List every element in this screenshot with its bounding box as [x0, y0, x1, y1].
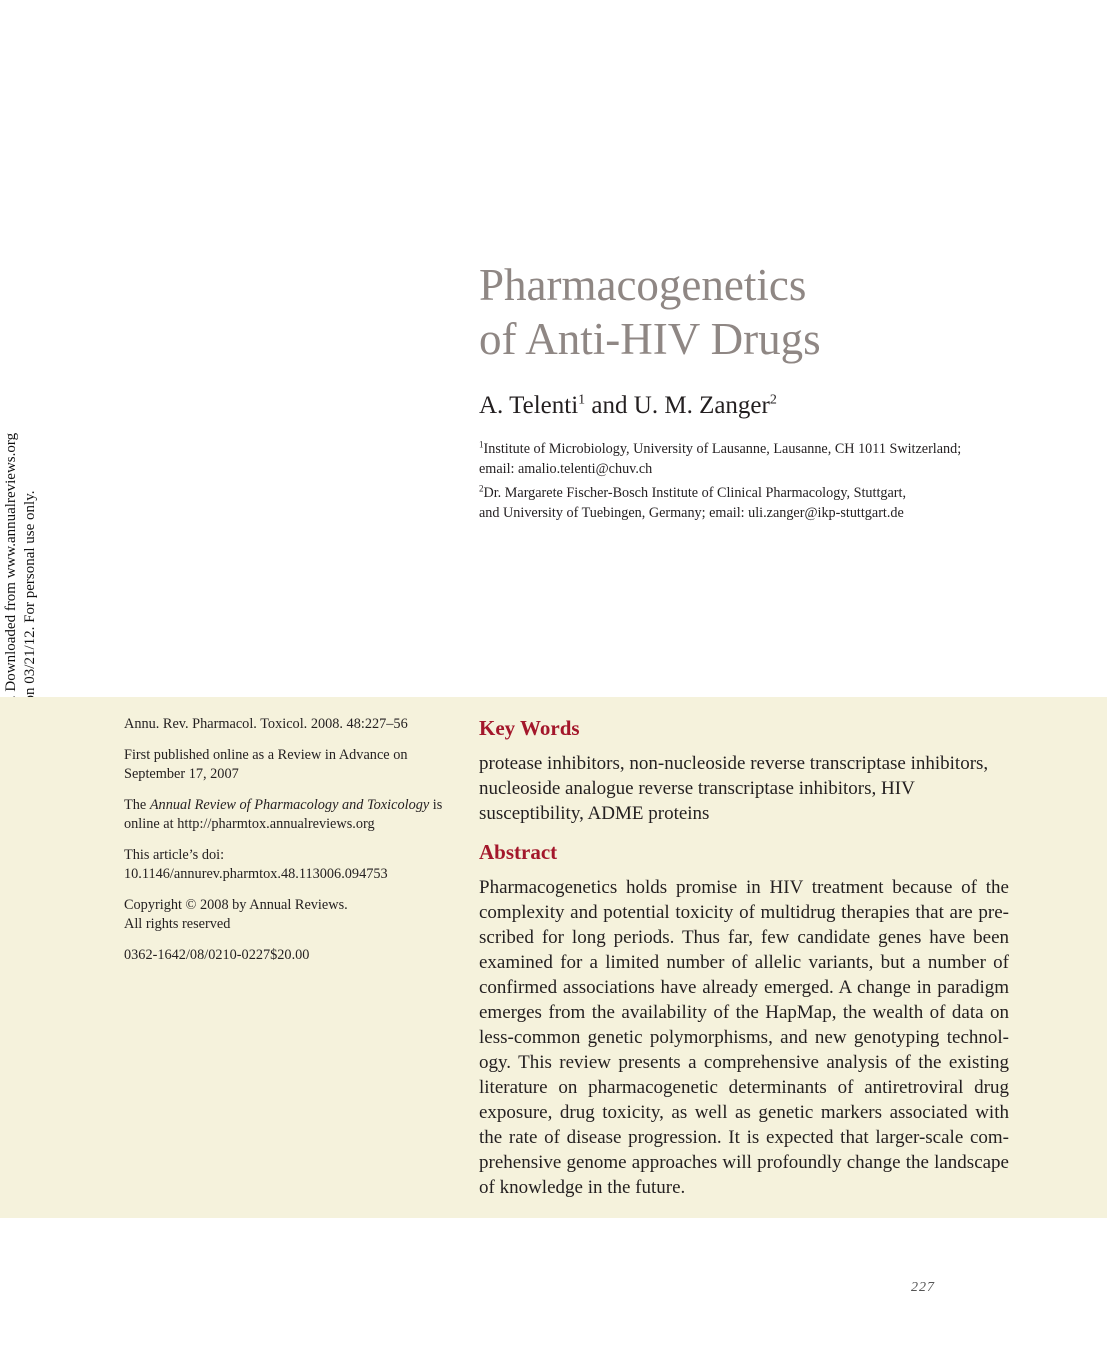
abstract-heading: Abstract	[479, 840, 558, 864]
author-list	[479, 392, 777, 420]
author-name: U. M. Zanger	[633, 392, 770, 419]
copyright-line: Copyright © 2008 by Annual Reviews.	[124, 896, 348, 913]
doi	[124, 846, 444, 885]
affiliation-line: email: amalio.telenti@chuv.ch	[479, 460, 653, 477]
keywords-text: protease inhibitors, non-nucleoside reverse transcriptase inhibitors, nucleoside analogue reverse transcriptase inhibitors, HIV susceptibility, ADME proteins	[479, 753, 989, 824]
title-line1: Pharmacogenetics	[479, 260, 807, 310]
online-suffix: is	[429, 796, 443, 813]
article-title	[479, 258, 1079, 366]
issn: 0362-1642/08/0210-0227$20.00	[124, 946, 310, 963]
affiliation-line: Institute of Microbiology, University of Lausanne, Lausanne, CH 1011 Switzerland;	[483, 441, 962, 457]
doi-label: This article’s doi:	[124, 846, 225, 863]
affiliation-mark: 1	[479, 439, 484, 450]
author-affiliation-mark: 1	[578, 392, 586, 408]
copyright	[124, 896, 444, 935]
citation: Annu. Rev. Pharmacol. Toxicol. 2008. 48:227–56	[124, 716, 408, 732]
first-published-line: First published online as a Review in Advance on	[124, 746, 408, 763]
author-affiliation-mark: 2	[769, 392, 777, 408]
journal-name: Annual Review of Pharmacology and Toxicology	[149, 796, 430, 813]
journal-url: online at http://pharmtox.annualreviews.org	[124, 816, 375, 832]
first-published-date: September 17, 2007	[124, 766, 239, 782]
first-published	[124, 746, 444, 785]
abstract-text: Pharmacogenetics holds promise in HIV treatment because of the complexity and potential toxicity of multidrug therapies that are prescribed for long periods. Thus far, few candidate genes have been examined for a limited number of allelic variants, but a number of confirmed associations have already emerged. A change in paradigm emerges from the availability of the HapMap, the wealth of data on less-common genetic polymorphisms, and new genotyping technology. This review presents a comprehensive analysis of the existing literature on pharmacogenetic determinants of antiretroviral drug exposure, drug toxicity, as well as genetic markers associated with the rate of disease progression. It is expected that larger-scale comprehensive genome approaches will profoundly change the landscape of knowledge in the future.	[479, 877, 1009, 1198]
keywords-heading: Key Words	[479, 716, 580, 740]
page-number: 227	[911, 1280, 935, 1295]
author-name: A. Telenti	[479, 392, 579, 419]
doi-value: 10.1146/annurev.pharmtox.48.113006.094753	[124, 866, 388, 882]
title-line2: of Anti-HIV Drugs	[479, 314, 821, 364]
affiliation	[479, 484, 1039, 523]
online-prefix: The	[124, 796, 150, 813]
rights-line: All rights reserved	[124, 916, 231, 932]
author-conjunction: and	[585, 392, 634, 419]
publication-metadata	[124, 715, 444, 976]
affiliation-line: and University of Tuebingen, Germany; email: uli.zanger@ikp-stuttgart.de	[479, 504, 904, 521]
affiliation-mark: 2	[479, 483, 484, 494]
affiliation-line: Dr. Margarete Fischer-Bosch Institute of Clinical Pharmacology, Stuttgart,	[483, 485, 906, 501]
affiliation	[479, 440, 1039, 479]
online-availability	[124, 796, 444, 835]
